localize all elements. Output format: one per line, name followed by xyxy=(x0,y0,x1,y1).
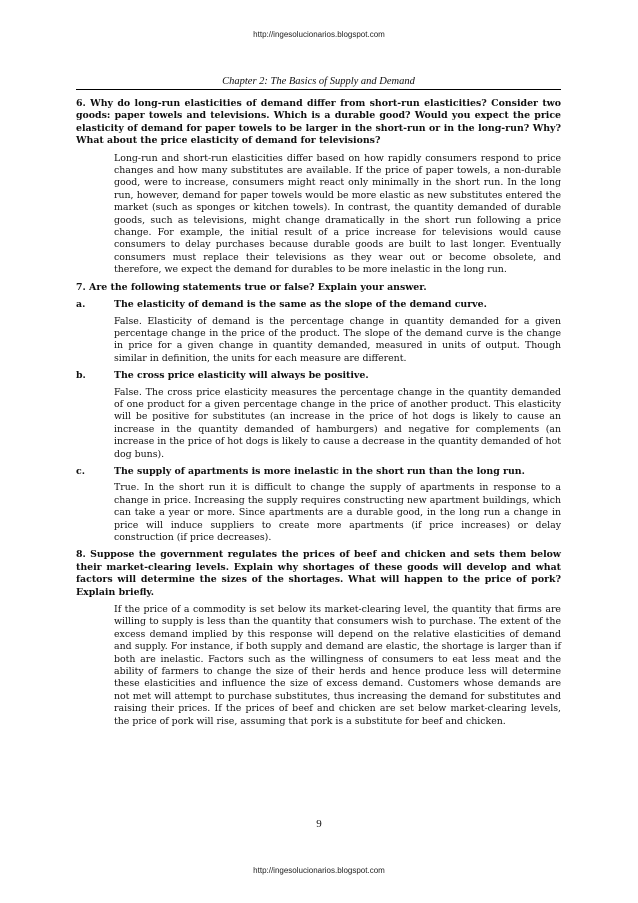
answer-8: If the price of a commodity is set below its market-clearing level, the quantity that firms are willing to supply is less than the quantity that consumers wish to purchase. The extent of the excess demand implied by this response will depend on the relative elasticities of demand and supply. For instance, if both supply and demand are elastic, the shortage is larger than if both are inelastic. Factors such as the willingness of consumers to eat less meat and the ability of farmers to change the size of their herds and hence produce less will determine these elasticities and influence the size of excess demand. Customers whose demands are not met will attempt to purchase substitutes, thus increasing the demand for substitutes and raising their prices. If the prices of beef and chicken are set below market-clearing levels, the price of pork will rise, assuming that pork is a substitute for beef and chicken. xyxy=(114,604,561,727)
question-7b-label: b. xyxy=(76,370,86,382)
question-8: 8. Suppose the government regulates the prices of beef and chicken and sets them below their market-clearing levels. Explain why shortages of these goods will develop and what factors will determine the sizes of the shortages. What will happen to the price of pork? Explain briefly. xyxy=(76,549,561,598)
question-6: 6. Why do long-run elasticities of demand differ from short-run elasticities? Consider two goods: paper towels and televisions. Which is a durable good? Would you expect the price elasticity of demand for paper towels to be larger in the short-run or in the long-run? Why? What about the price elasticity of demand for televisions? xyxy=(76,98,561,147)
answer-6: Long-run and short-run elasticities differ based on how rapidly consumers respond to price changes and how many substitutes are available. If the price of paper towels, a non-durable good, were to increase, consumers might react only minimally in the short run. In the long run, however, demand for paper towels would be more elastic as new substitutes entered the market (such as sponges or kitchen towels). In contrast, the quantity demanded of durable goods, such as televisions, might change dramatically in the short run following a price change. For example, the initial result of a price increase for televisions would cause consumers to delay purchases because durable goods are built to last longer. Eventually consumers must replace their televisions as they wear out or become obsolete, and therefore, we expect the demand for durables to be more inelastic in the long run. xyxy=(114,152,561,276)
page-number: 9 xyxy=(316,818,322,830)
answer-7c: True. In the short run it is difficult to change the supply of apartments in response to a change in price. Increasing the supply requires constructing new apartment buildings, which can take a year or more. Since apartments are a durable good, in the long run a change in price will induce suppliers to create more apartments (if price increases) or delay construction (if price decreases). xyxy=(114,482,561,543)
header-divider xyxy=(76,89,561,90)
page-content xyxy=(76,98,561,733)
question-7a-label: a. xyxy=(76,299,86,311)
answer-7a: False. Elasticity of demand is the percentage change in quantity demanded for a given percentage change in the price of the product. The slope of the demand curve is the change in price for a given change in quantity demanded, measured in units of output. Though similar in definition, the units for each measure are different. xyxy=(114,315,561,364)
question-7b-statement: The cross price elasticity will always be positive. xyxy=(114,370,369,382)
chapter-title: Chapter 2: The Basics of Supply and Demand xyxy=(222,76,415,87)
question-7b xyxy=(76,370,561,382)
question-7a xyxy=(76,299,561,311)
question-7a-statement: The elasticity of demand is the same as the slope of the demand curve. xyxy=(114,299,487,311)
question-7c xyxy=(76,466,561,478)
question-7c-statement: The supply of apartments is more inelastic in the short run than the long run. xyxy=(114,465,525,477)
footer-url: http://ingesolucionarios.blogspot.com xyxy=(253,866,385,875)
question-7c-label: c. xyxy=(76,465,85,477)
question-7: 7. Are the following statements true or false? Explain your answer. xyxy=(76,281,427,293)
header-url: http://ingesolucionarios.blogspot.com xyxy=(253,30,385,39)
answer-7b: False. The cross price elasticity measures the percentage change in the quantity demanded of one product for a given percentage change in the price of another product. This elasticity will be positive for substitutes (an increase in the price of hot dogs is likely to cause an increase in the quantity demanded of hamburgers) and negative for complements (an increase in the price of hot dogs is likely to cause a decrease in the quantity demanded of hot dog buns). xyxy=(114,386,561,460)
